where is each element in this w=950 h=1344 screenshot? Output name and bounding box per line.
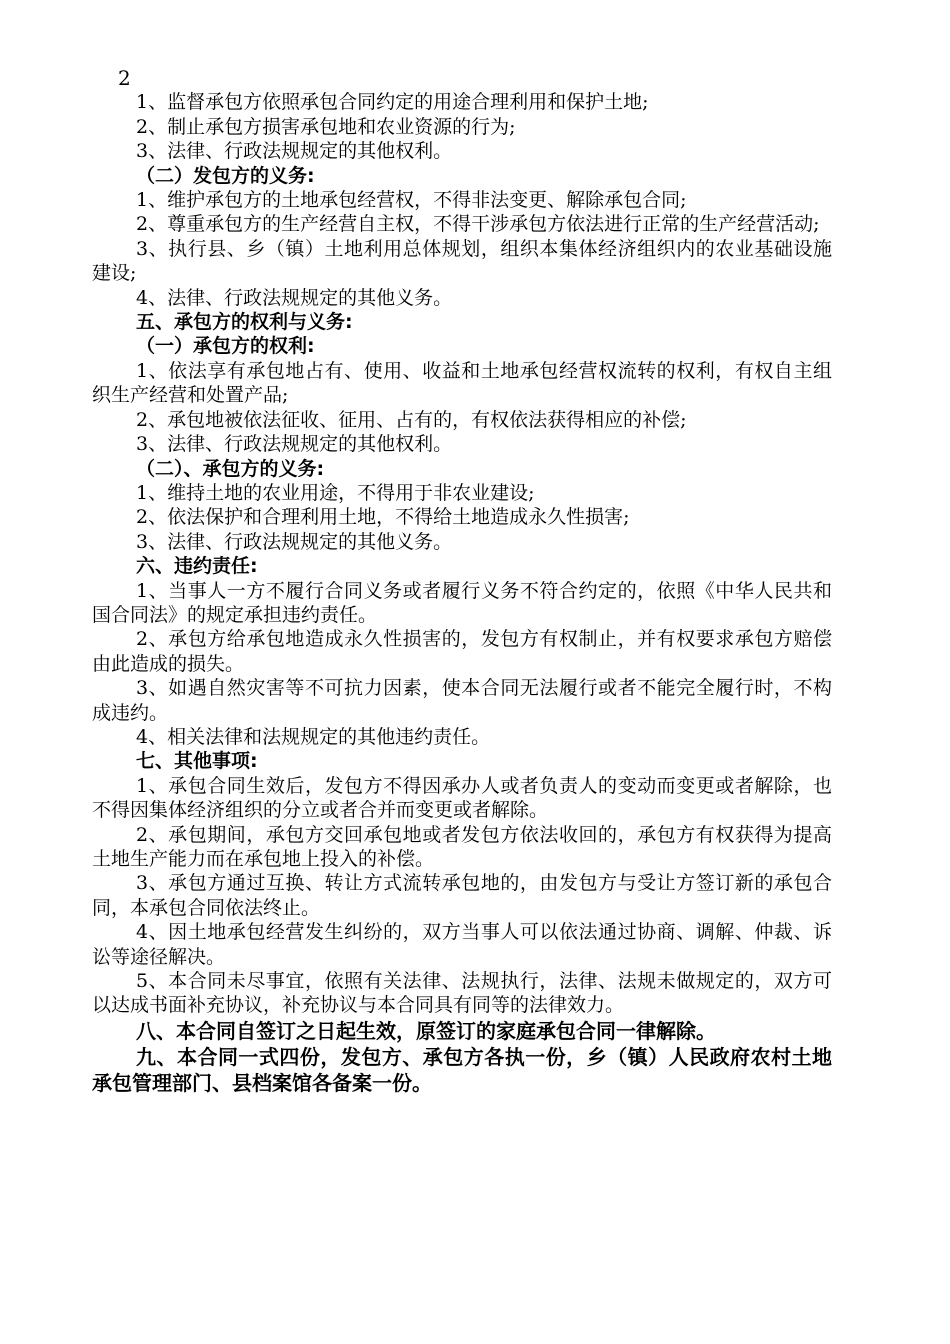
- section-heading: （二）、承包方的义务:: [136, 457, 325, 480]
- clause-paragraph: 1、维护承包方的土地承包经营权，不得非法变更、解除承包合同;: [136, 189, 687, 212]
- clause-paragraph: 1、承包合同生效后，发包方不得因承办人或者负责人的变动而变更或者解除，也不得因集体经济组织的分立或者合并而变更或者解除。: [92, 774, 832, 822]
- section-heading: 五、承包方的权利与义务:: [136, 311, 353, 334]
- section-heading: （一）承包方的权利:: [136, 335, 315, 358]
- clause-paragraph: 3、法律、行政法规规定的其他权利。: [136, 433, 453, 456]
- clause-paragraph: 1、监督承包方依照承包合同约定的用途合理利用和保护土地;: [136, 91, 649, 114]
- clause-paragraph: 3、承包方通过互换、转让方式流转承包地的，由发包方与受让方签订新的承包合同，本承包合同依法终止。: [92, 872, 832, 919]
- page-number: 2: [118, 66, 131, 90]
- clause-paragraph: 2、依法保护和合理利用土地，不得给土地造成永久性损害;: [136, 506, 630, 529]
- section-heading: 八、本合同自签订之日起生效，原签订的家庭承包合同一律解除。: [136, 1018, 716, 1043]
- clause-paragraph: 4、相关法律和法规规定的其他违约责任。: [136, 725, 491, 748]
- section-heading: （二）发包方的义务:: [136, 164, 315, 187]
- clause-paragraph: 2、承包地被依法征收、征用、占有的，有权依法获得相应的补偿;: [136, 408, 687, 431]
- clause-paragraph: 1、当事人一方不履行合同义务或者履行义务不符合约定的，依照《中华人民共和国合同法》的规定承担违约责任。: [92, 579, 832, 626]
- section-heading: 七、其他事项:: [136, 750, 258, 773]
- clause-paragraph: 1、维持土地的农业用途，不得用于非农业建设;: [136, 481, 535, 504]
- clause-paragraph: 5、本合同未尽事宜，依照有关法律、法规执行，法律、法规未做规定的，双方可以达成书面补充协议，补充协议与本合同具有同等的法律效力。: [92, 970, 832, 1017]
- section-heading: 九、本合同一式四份，发包方、承包方各执一份，乡（镇）人民政府农村土地承包管理部门、县档案馆各备案一份。: [92, 1044, 832, 1095]
- clause-paragraph: 4、因土地承包经营发生纠纷的，双方当事人可以依法通过协商、调解、仲裁、诉讼等途径解决。: [92, 921, 832, 968]
- clause-paragraph: 3、如遇自然灾害等不可抗力因素，使本合同无法履行或者不能完全履行时，不构成违约。: [92, 677, 832, 724]
- clause-paragraph: 3、执行县、乡（镇）土地利用总体规划，组织本集体经济组织内的农业基础设施建设;: [92, 237, 832, 285]
- clause-paragraph: 1、依法享有承包地占有、使用、收益和土地承包经营权流转的权利，有权自主组织生产经营和处置产品;: [92, 359, 832, 407]
- document-page: [92, 66, 832, 1096]
- clause-paragraph: 2、制止承包方损害承包地和农业资源的行为;: [136, 115, 516, 138]
- document-body: [92, 90, 832, 1095]
- clause-paragraph: 4、法律、行政法规规定的其他义务。: [136, 286, 453, 309]
- section-heading: 六、违约责任:: [136, 555, 258, 578]
- clause-paragraph: 2、承包期间，承包方交回承包地或者发包方依法收回的，承包方有权获得为提高土地生产能力而在承包地上投入的补偿。: [92, 823, 832, 870]
- clause-paragraph: 3、法律、行政法规规定的其他义务。: [136, 530, 453, 553]
- clause-paragraph: 3、法律、行政法规规定的其他权利。: [136, 140, 453, 163]
- clause-paragraph: 2、尊重承包方的生产经营自主权，不得干涉承包方依法进行正常的生产经营活动;: [136, 213, 820, 236]
- clause-paragraph: 2、承包方给承包地造成永久性损害的，发包方有权制止，并有权要求承包方赔偿由此造成的损失。: [92, 628, 832, 675]
